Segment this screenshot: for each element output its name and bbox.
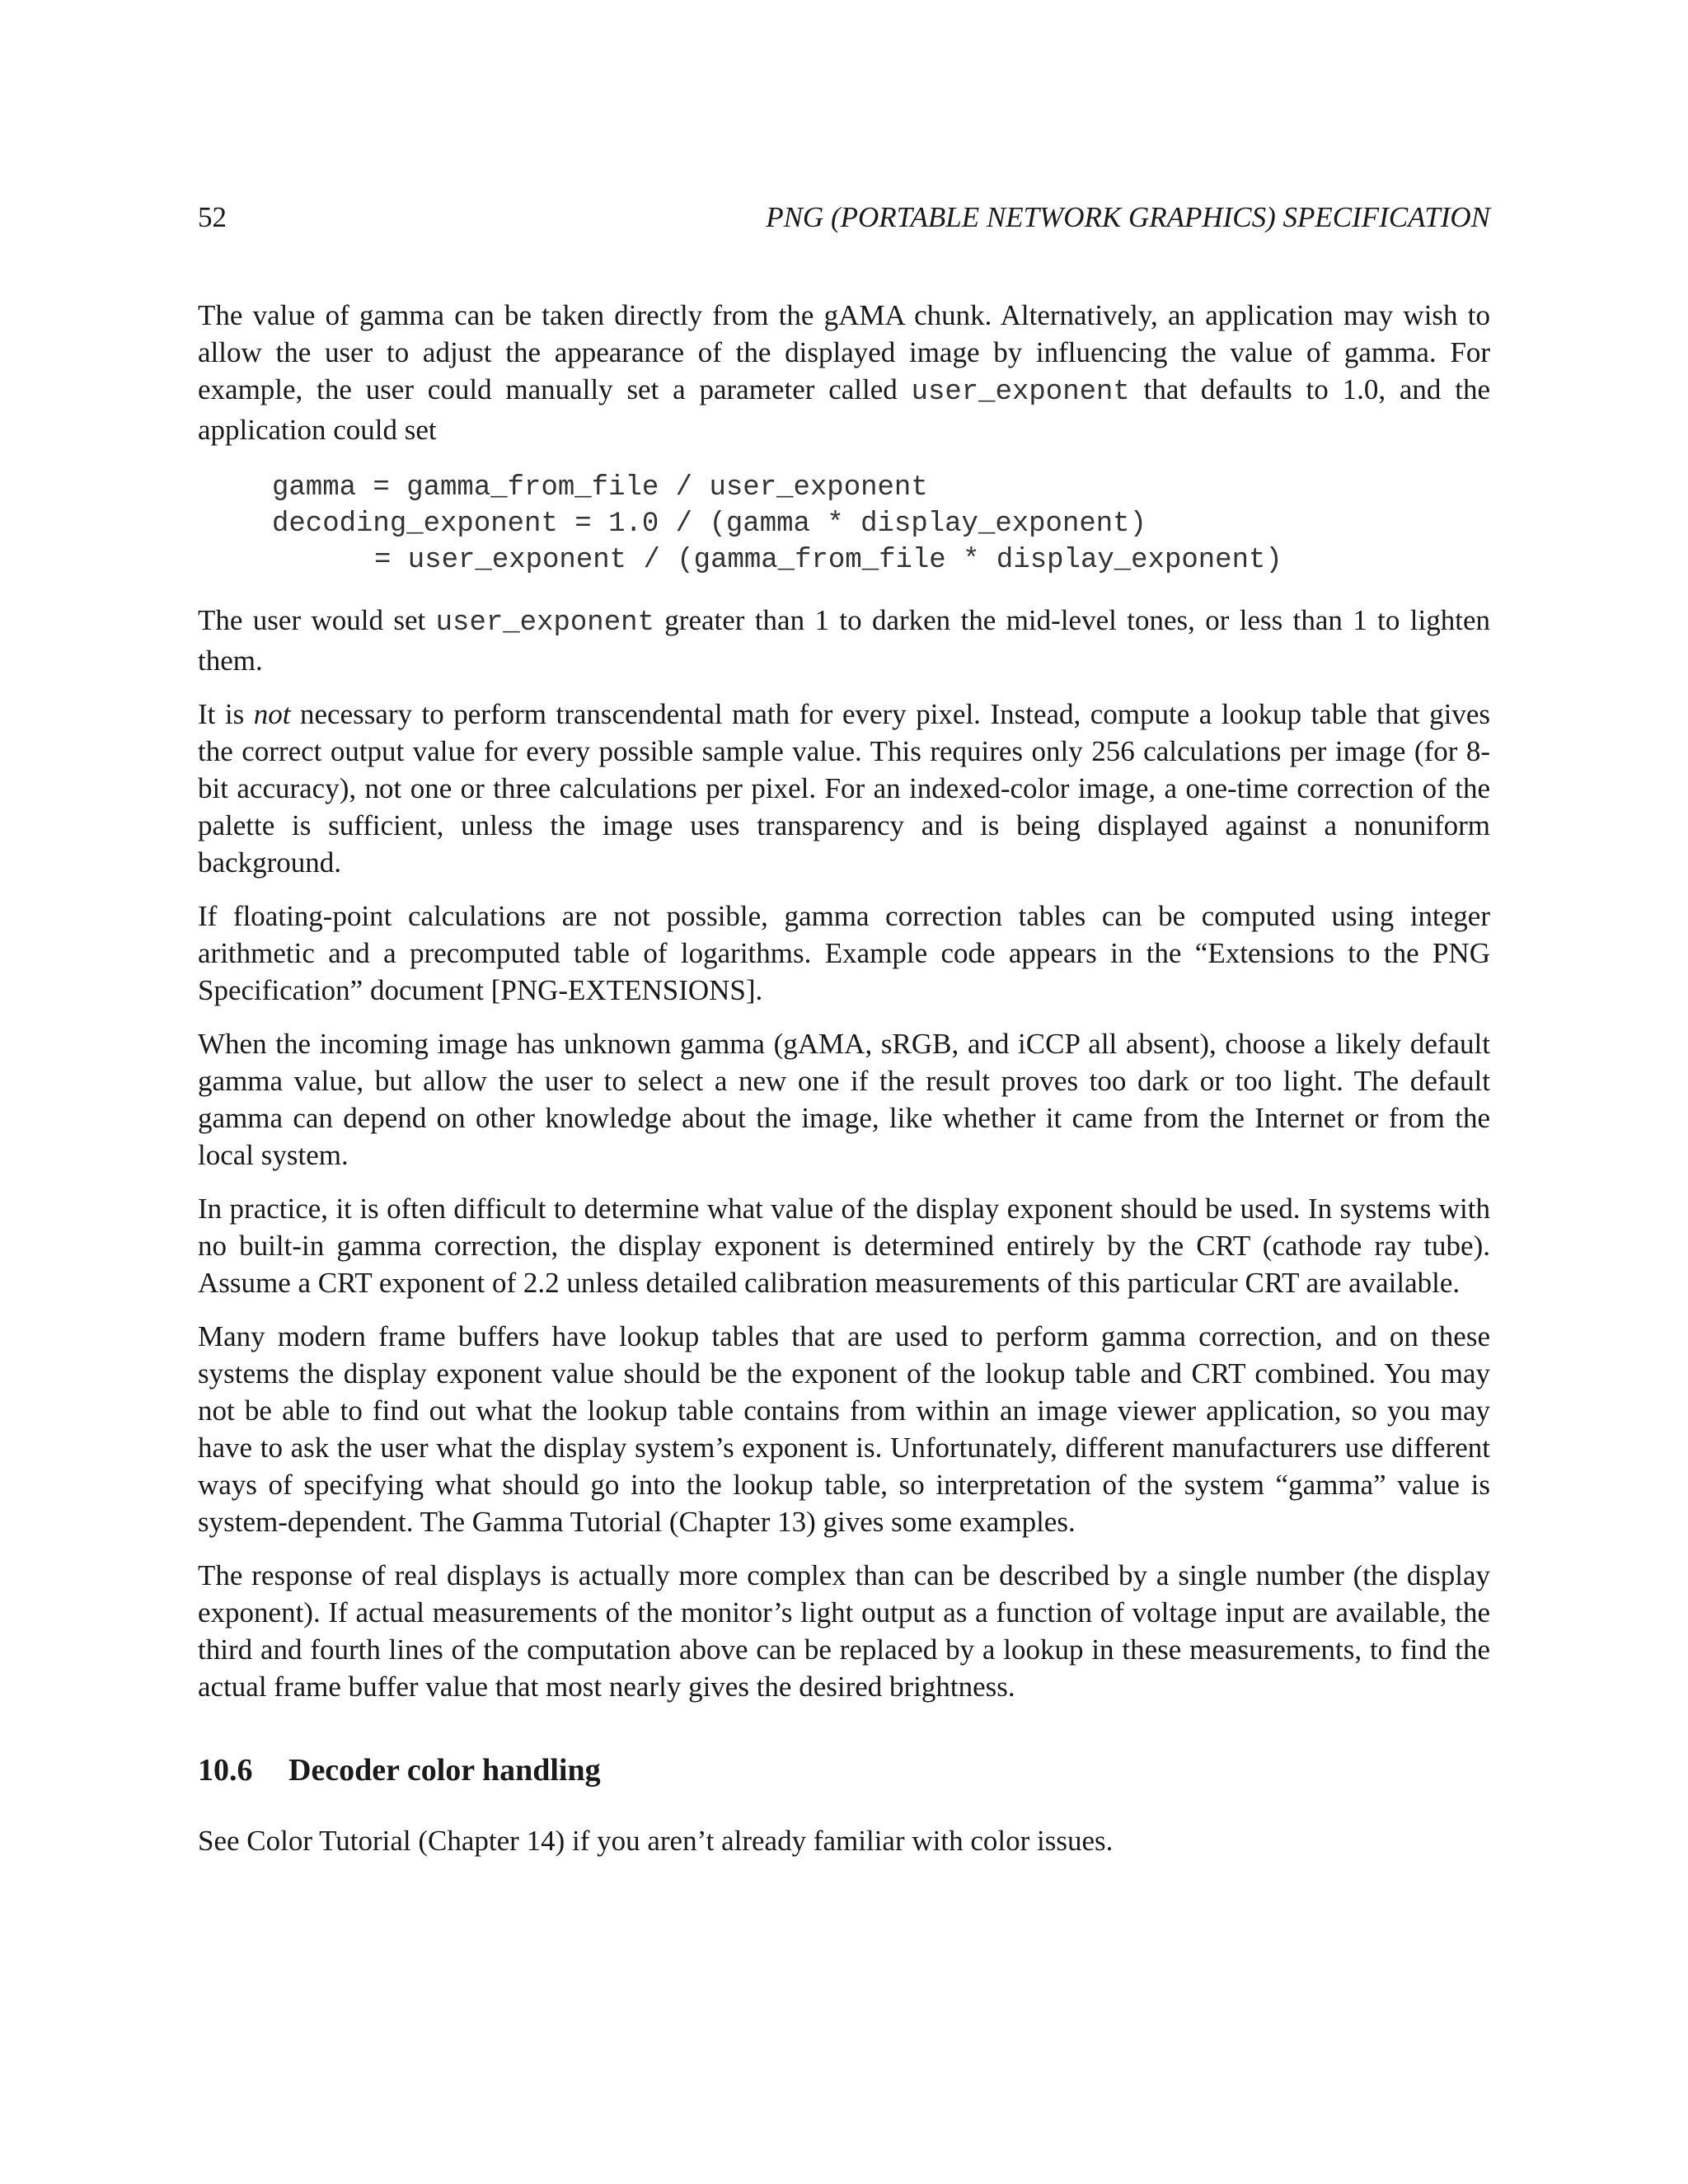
section-number: 10.6 bbox=[198, 1753, 253, 1788]
paragraph-unknown-gamma: When the incoming image has unknown gamma (gAMA, sRGB, and iCCP all absent), choose a likely default gamma value, but allow the user to select a new one if the result proves too dark or too light. The default gamma can depend on other knowledge about the image, like whether it came from the Internet or from the local system. bbox=[198, 1028, 1490, 1171]
section-heading bbox=[198, 1751, 1490, 1789]
paragraph-text: The value of gamma can be taken directly from the gAMA chunk. Alternatively, an application may wish to allow the user to adjust the appearance of the displayed image by influencing the value of gamma. For example, the user could manually set a parameter called bbox=[198, 299, 1490, 405]
running-title: PNG (PORTABLE NETWORK GRAPHICS) SPECIFICATION bbox=[766, 201, 1490, 233]
paragraph-lookup-table bbox=[198, 696, 1490, 881]
paragraph-integer-arithmetic: If floating-point calculations are not possible, gamma correction tables can be computed using integer arithmetic and a precomputed table of logarithms. Example code appears in the “Extensions to the PNG Specification” document [PNG-EXTENSIONS]. bbox=[198, 900, 1490, 1006]
paragraph-user-exponent bbox=[198, 602, 1490, 679]
inline-code-user-exponent: user_exponent bbox=[911, 377, 1130, 408]
paragraph-text: greater than 1 to darken the mid-level tones, or less than 1 to lighten them. bbox=[198, 604, 1491, 677]
paragraph-color-tutorial: See Color Tutorial (Chapter 14) if you aren’t already familiar with color issues. bbox=[198, 1825, 1114, 1857]
page-header bbox=[198, 198, 1490, 237]
paragraph-frame-buffers: Many modern frame buffers have lookup tables that are used to perform gamma correction, and on these systems the display exponent value should be the exponent of the lookup table and CRT combined. You may not be able to find out what the lookup table contains from within an image viewer application, so you may have to ask the user what the display system’s exponent is. Unfortunately, different manufacturers use different ways of specifying what should go into the lookup table, so interpretation of the system “gamma” value is system-dependent. The Gamma Tutorial (Chapter 13) gives some examples. bbox=[198, 1320, 1490, 1538]
code-line-1: gamma = gamma_from_file / user_exponent bbox=[272, 472, 928, 504]
paragraph-text: necessary to perform transcendental math for every pixel. Instead, compute a lookup table that gives the correct output value for every possible sample value. This requires only 256 calculations per image (for 8-bit accuracy), not one or three calculations per pixel. For an indexed-color image, a one-time correction of the palette is sufficient, unless the image uses transparency and is being displayed against a nonuniform background. bbox=[198, 698, 1490, 879]
code-line-2: decoding_exponent = 1.0 / (gamma * display_exponent) bbox=[272, 509, 1146, 540]
paragraph-text: It is bbox=[198, 698, 254, 730]
paragraph-real-displays: The response of real displays is actually more complex than can be described by a single number (the display exponent). If actual measurements of the monitor’s light output as a function of voltage input are available, the third and fourth lines of the computation above can be replaced by a lookup in these measurements, to find the actual frame buffer value that most nearly gives the desired brightness. bbox=[198, 1559, 1490, 1703]
paragraph-display-exponent: In practice, it is often difficult to determine what value of the display exponent should be used. In systems with no built-in gamma correction, the display exponent is determined entirely by the CRT (cathode ray tube). Assume a CRT exponent of 2.2 unless detailed calibration measurements of this particular CRT are available. bbox=[198, 1193, 1490, 1299]
paragraph-gamma-source bbox=[198, 297, 1490, 448]
code-block bbox=[272, 470, 1490, 579]
inline-code-user-exponent: user_exponent bbox=[435, 607, 654, 639]
paragraph-text: that defaults to 1.0, and the application could set bbox=[198, 373, 1490, 446]
code-line-3: = user_exponent / (gamma_from_file * display_exponent) bbox=[374, 545, 1282, 576]
paragraph-text: The user would set bbox=[198, 604, 436, 636]
section-title: Decoder color handling bbox=[288, 1753, 601, 1788]
page-number: 52 bbox=[198, 201, 227, 233]
page-body bbox=[198, 297, 1490, 1876]
emphasis-not: not bbox=[253, 698, 291, 730]
